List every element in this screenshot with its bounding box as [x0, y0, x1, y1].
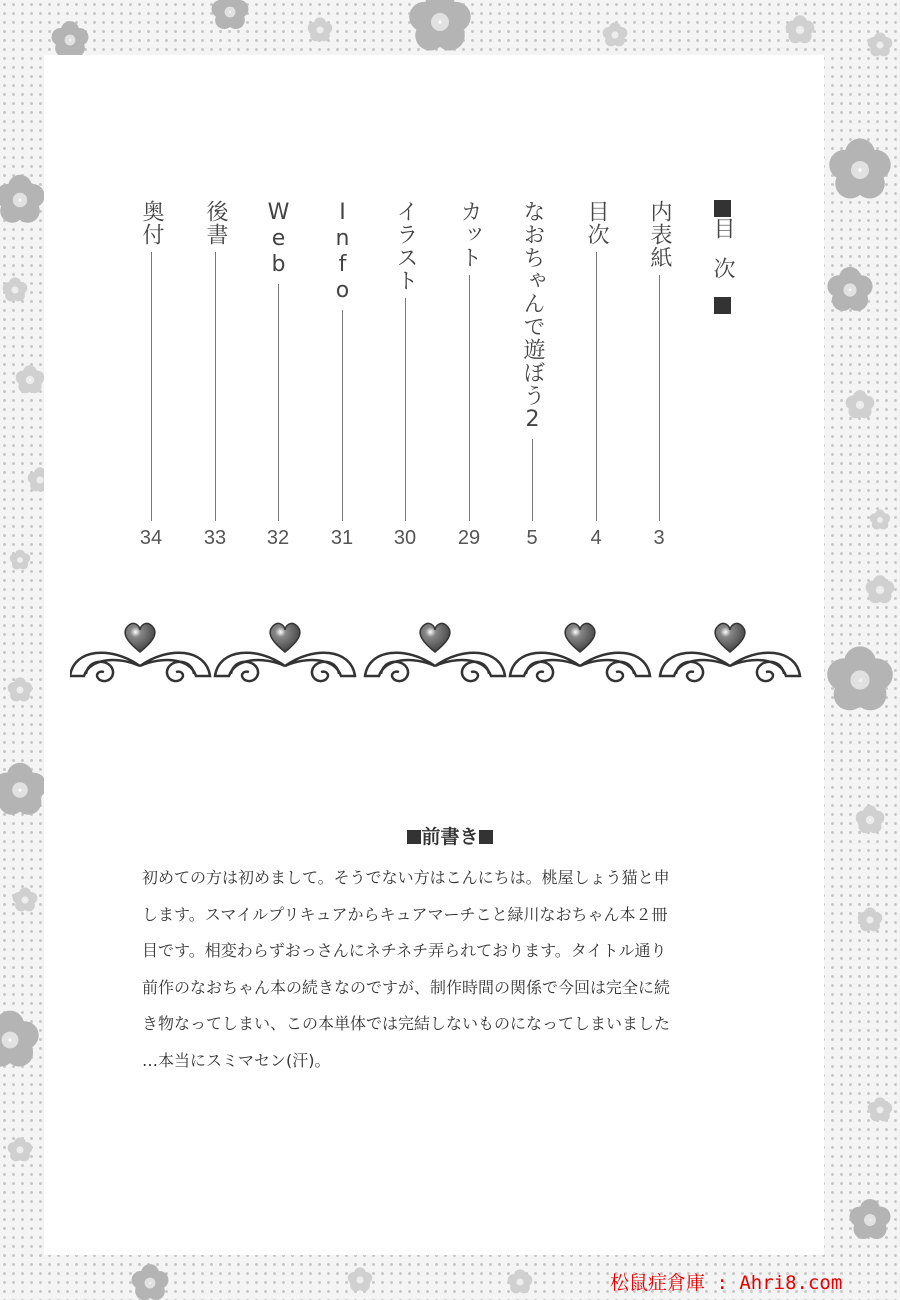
winged-heart-icon [660, 623, 800, 681]
toc-entry-page: 34 [139, 527, 163, 549]
toc-entry [642, 200, 676, 550]
toc-leader-line [405, 298, 406, 521]
toc-heading [702, 200, 742, 314]
toc-leader-line [659, 275, 660, 521]
toc-leader-line [151, 252, 152, 521]
square-bullet-icon [714, 297, 731, 314]
toc-leader-line [596, 252, 597, 521]
toc-leader-line [215, 252, 216, 521]
toc-leader-line [278, 284, 279, 521]
toc-entry [134, 200, 168, 550]
preface-title [0, 822, 900, 849]
preface-line: します。スマイルプリキュアからキュアマーチこと緑川なおちゃん本２冊 [142, 904, 668, 924]
square-bullet-icon [407, 830, 421, 844]
preface-line: 前作のなおちゃん本の続きなのですが、制作時間の関係で今回は完全に続 [142, 977, 671, 997]
toc-entry-page: 30 [393, 527, 417, 549]
toc-entry-page: 4 [590, 527, 602, 549]
toc-entry-label: なおちゃんで遊ぼう2 [520, 200, 545, 433]
toc-entry-page: 32 [266, 527, 290, 549]
toc-entry [261, 200, 295, 550]
winged-heart-icon [215, 623, 355, 681]
toc-entry [515, 200, 549, 550]
toc-entry-label: 目次 [584, 200, 609, 246]
toc-entry-label: カット [457, 200, 482, 269]
preface-line: 目です。相変わらずおっさんにネチネチ弄られております。タイトル通り [142, 941, 667, 960]
toc-entry-page: 5 [526, 527, 538, 549]
preface-line: き物なってしまい、この本単体では完結しないものになってしまいました [142, 1014, 671, 1033]
toc-entry-page: 3 [653, 527, 665, 549]
winged-hearts-divider [70, 610, 810, 695]
toc-entry-page: 31 [330, 527, 354, 549]
toc-entry [452, 200, 486, 550]
winged-heart-icon [510, 623, 650, 681]
toc-entry-label: イラスト [393, 200, 418, 292]
toc-entry [325, 200, 359, 550]
toc-leader-line [342, 310, 343, 521]
toc-entry-label: Web [266, 200, 291, 278]
preface-title-text: 前書き [421, 826, 479, 848]
square-bullet-icon [714, 200, 731, 217]
toc-entry-label: Info [330, 200, 355, 304]
preface-line: …本当にスミマセン(汗)。 [142, 1050, 331, 1070]
toc-entry-page: 29 [457, 527, 481, 549]
toc-heading-text: 目次 [710, 217, 735, 297]
square-bullet-icon [479, 830, 493, 844]
winged-heart-icon [365, 623, 505, 681]
toc-entry-label: 後書 [203, 200, 228, 246]
toc-entry [388, 200, 422, 550]
toc-entry-page: 33 [203, 527, 227, 549]
toc-entry [198, 200, 232, 550]
toc-entry [579, 200, 613, 550]
preface-body [142, 860, 762, 1079]
toc-entry-label: 奥付 [139, 200, 164, 246]
toc-leader-line [532, 439, 533, 521]
site-watermark: 松鼠症倉庫 : Ahri8.com [610, 1272, 843, 1294]
winged-heart-icon [70, 623, 210, 681]
toc-entry-label: 内表紙 [647, 200, 672, 269]
preface-line: 初めての方は初めまして。そうでない方はこんにちは。桃屋しょう猫と申 [142, 868, 670, 887]
toc-leader-line [469, 275, 470, 521]
